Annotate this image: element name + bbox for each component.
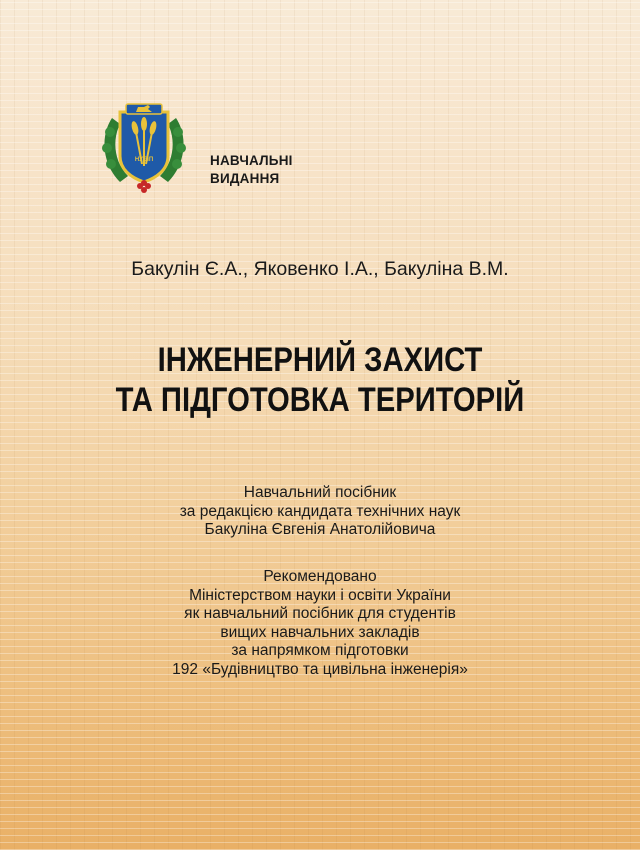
- description-line: за редакцією кандидата технічних наук: [179, 502, 461, 520]
- series-label-line: ВИДАННЯ: [210, 171, 280, 186]
- recommendation-line: вищих навчальних закладів: [220, 623, 420, 641]
- book-title-line: ТА ПІДГОТОВКА ТЕРИТОРІЙ: [115, 381, 525, 419]
- recommendation-line: як навчальний посібник для студентів: [184, 605, 456, 622]
- recommendation-line: 192 «Будівництво та цивільна інженерія»: [172, 660, 468, 678]
- recommendation-line: Міністерством науки і освіти України: [189, 586, 451, 604]
- description-line: Навчальний посібник: [243, 484, 397, 501]
- series-label: [210, 152, 293, 188]
- book-title: [45, 340, 595, 420]
- description-block: [0, 484, 640, 540]
- university-emblem-icon: [98, 98, 190, 194]
- recommendation-block: [0, 568, 640, 679]
- description-line: Бакуліна Євгенія Анатолійовича: [204, 521, 436, 538]
- emblem-text: НУБіП: [134, 157, 154, 163]
- authors: Бакулін Є.А., Яковенко І.А., Бакуліна В.М.: [131, 258, 509, 280]
- recommendation-line: за напрямком підготовки: [231, 642, 409, 659]
- series-label-line: НАВЧАЛЬНІ: [210, 153, 293, 168]
- recommendation-line: Рекомендовано: [263, 568, 377, 585]
- book-title-line: ІНЖЕНЕРНИЙ ЗАХИСТ: [157, 341, 483, 379]
